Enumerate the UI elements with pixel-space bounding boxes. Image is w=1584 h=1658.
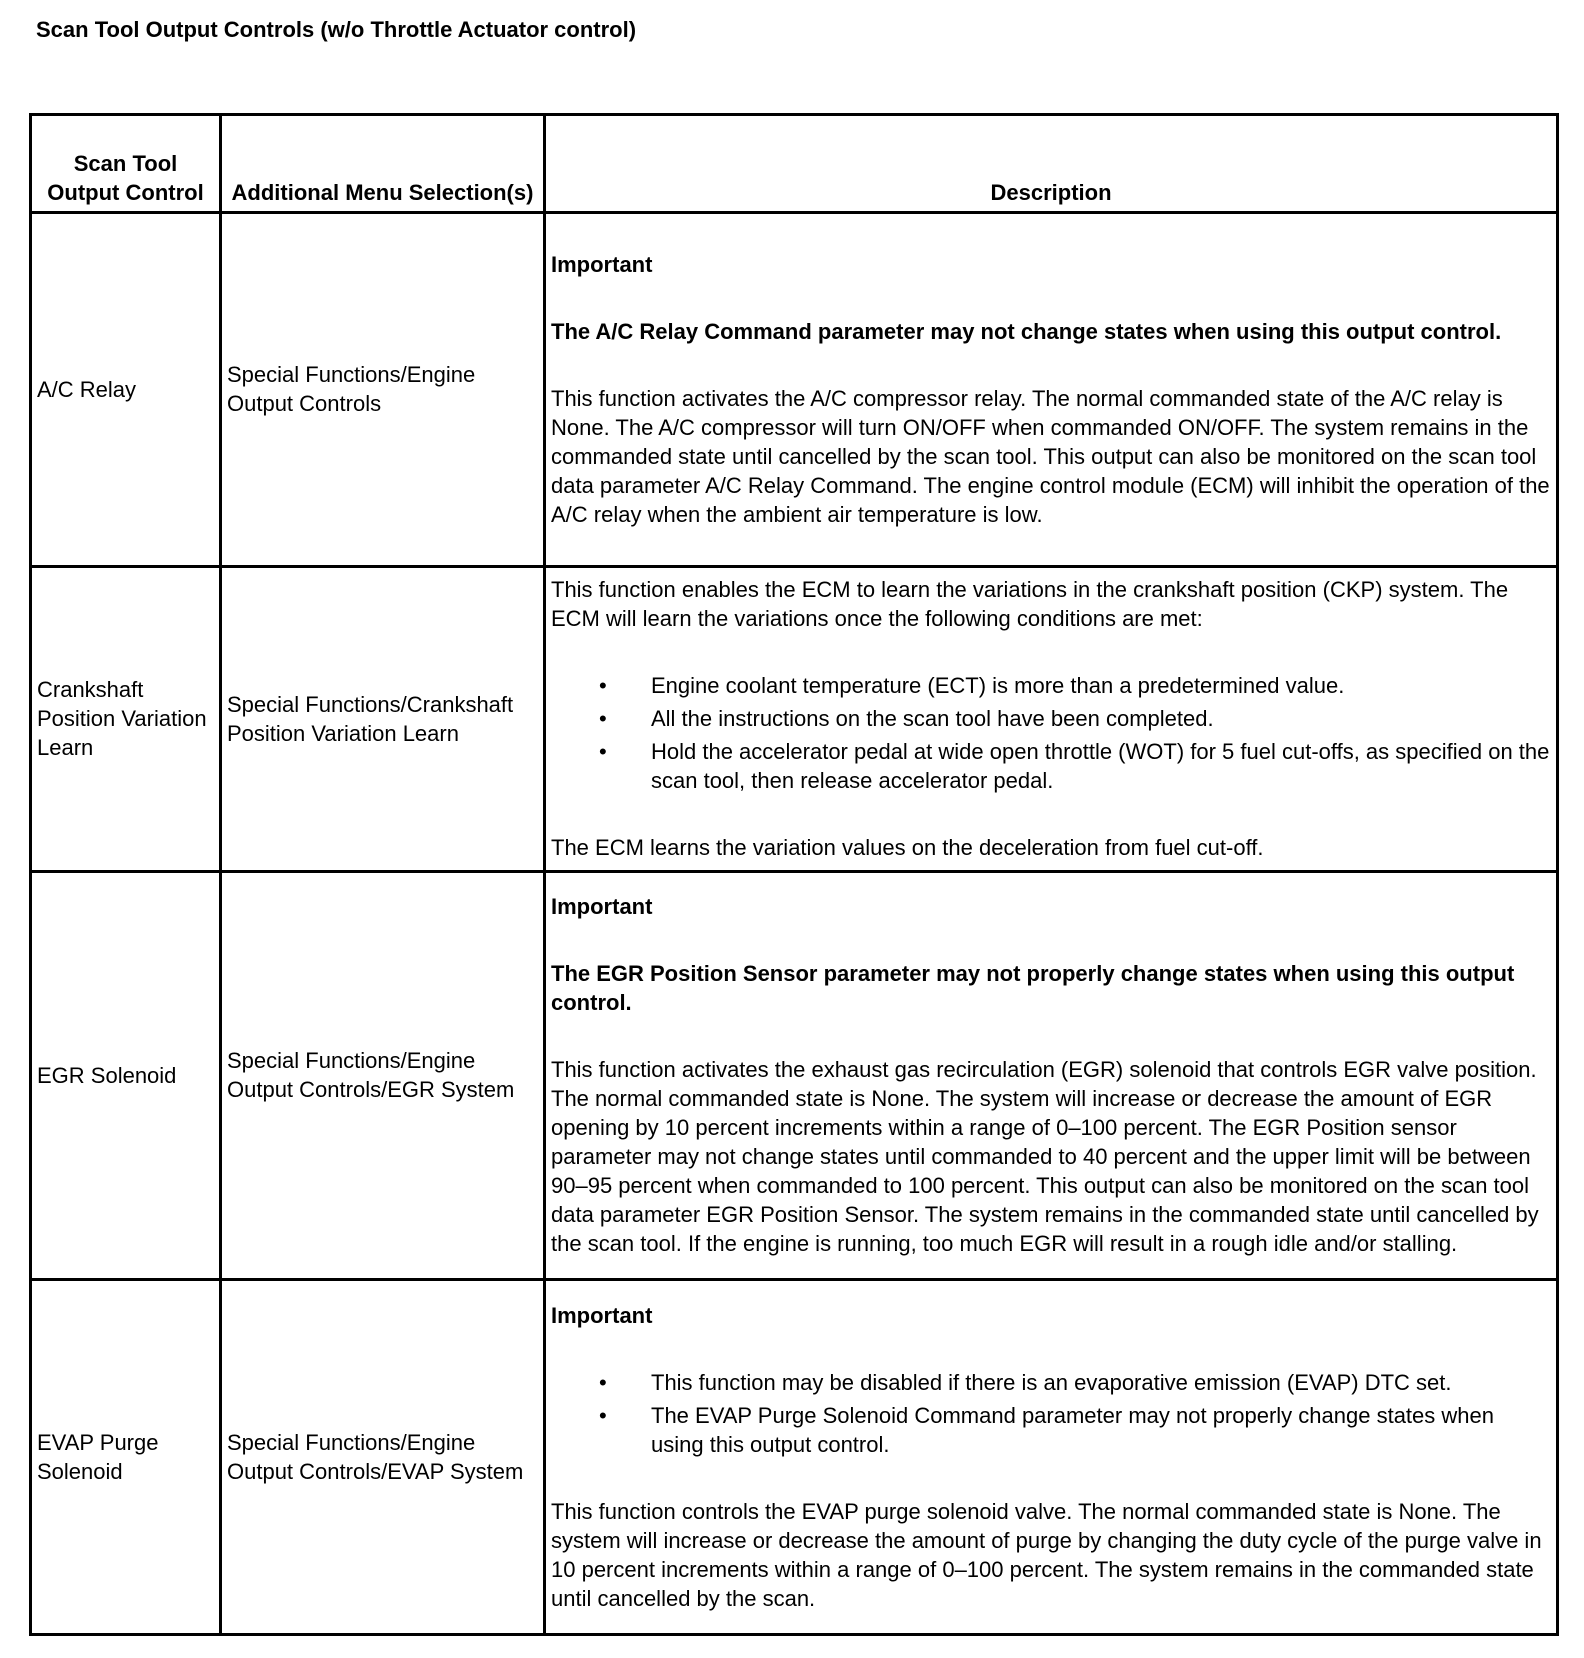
page-title: Scan Tool Output Controls (w/o Throttle Actuator control) (36, 17, 637, 42)
control-cell: A/C Relay (31, 213, 221, 567)
control-cell: EGR Solenoid (31, 872, 221, 1280)
table-row-crankshaft-position-variation-learn (31, 567, 1558, 872)
table-row-evap-purge-solenoid (31, 1280, 1558, 1635)
description-text: This function activates the exhaust gas recirculation (EGR) solenoid that controls EGR valve position. The normal commanded state is None. The system will increase or decrease the amount of EGR opening by 10 percent increments within a range of 0–100 percent. The EGR Position sensor parameter may not change states until commanded to 40 percent and the upper limit will be between 90–95 percent when commanded to 100 percent. This output can also be monitored on the scan tool data parameter EGR Position Sensor. The system remains in the commanded state until cancelled by the scan tool. If the engine is running, too much EGR will result in a rough idle and/or stalling. (551, 1057, 1539, 1256)
table-row-egr-solenoid (31, 872, 1558, 1280)
list-item: • The EVAP Purge Solenoid Command parameter may not properly change states when using this output control. (651, 1401, 1551, 1459)
control-cell: Crankshaft Position Variation Learn (31, 567, 221, 872)
menu-cell: Special Functions/Crankshaft Position Variation Learn (221, 567, 545, 872)
important-label: Important (551, 251, 653, 277)
header-scan-tool-output-control: Scan Tool Output Control (31, 115, 221, 213)
list-item: • Engine coolant temperature (ECT) is more than a predetermined value. (651, 671, 1551, 700)
important-note: The EGR Position Sensor parameter may not properly change states when using this output control. (551, 961, 1515, 1015)
important-note: The A/C Relay Command parameter may not change states when using this output control. (551, 318, 1502, 344)
menu-cell: Special Functions/Engine Output Controls/EVAP System (221, 1280, 545, 1635)
important-label: Important (551, 894, 653, 919)
description-text: This function controls the EVAP purge solenoid valve. The normal commanded state is None. The system will increase or decrease the amount of purge by changing the duty cycle of the purge valve in 10 percent increments within a range of 0–100 percent. The system remains in the commanded state until cancelled by the scan. (551, 1498, 1542, 1611)
important-label: Important (551, 1302, 653, 1328)
important-list (551, 1368, 1551, 1459)
table-row-ac-relay (31, 213, 1558, 567)
menu-cell: Special Functions/Engine Output Controls/EGR System (221, 872, 545, 1280)
control-cell: EVAP Purge Solenoid (31, 1280, 221, 1635)
description-text: The ECM learns the variation values on the deceleration from fuel cut-off. (551, 835, 1264, 860)
description-text: This function activates the A/C compressor relay. The normal commanded state of the A/C relay is None. The A/C compressor will turn ON/OFF when commanded ON/OFF. The system remains in the commanded state until cancelled by the scan tool. This output can also be monitored on the scan tool data parameter A/C Relay Command. The engine control module (ECM) will inhibit the operation of the A/C relay when the ambient air temperature is low. (551, 385, 1550, 527)
header-additional-menu-selections: Additional Menu Selection(s) (221, 115, 545, 213)
description-intro: This function enables the ECM to learn the variations in the crankshaft position (CKP) system. The ECM will learn the variations once the following conditions are met: (551, 577, 1509, 631)
list-item: • Hold the accelerator pedal at wide open throttle (WOT) for 5 fuel cut-offs, as specified on the scan tool, then release accelerator pedal. (651, 737, 1551, 795)
list-item: • This function may be disabled if there is an evaporative emission (EVAP) DTC set. (651, 1368, 1551, 1397)
description-cell (545, 1280, 1558, 1635)
output-controls-table (29, 113, 1559, 1636)
list-item: • All the instructions on the scan tool have been completed. (651, 704, 1551, 733)
table-header-row (31, 115, 1558, 213)
description-cell (545, 213, 1558, 567)
description-cell (545, 567, 1558, 872)
header-description: Description (545, 115, 1558, 213)
description-cell (545, 872, 1558, 1280)
menu-cell: Special Functions/Engine Output Controls (221, 213, 545, 567)
condition-list (551, 671, 1551, 795)
